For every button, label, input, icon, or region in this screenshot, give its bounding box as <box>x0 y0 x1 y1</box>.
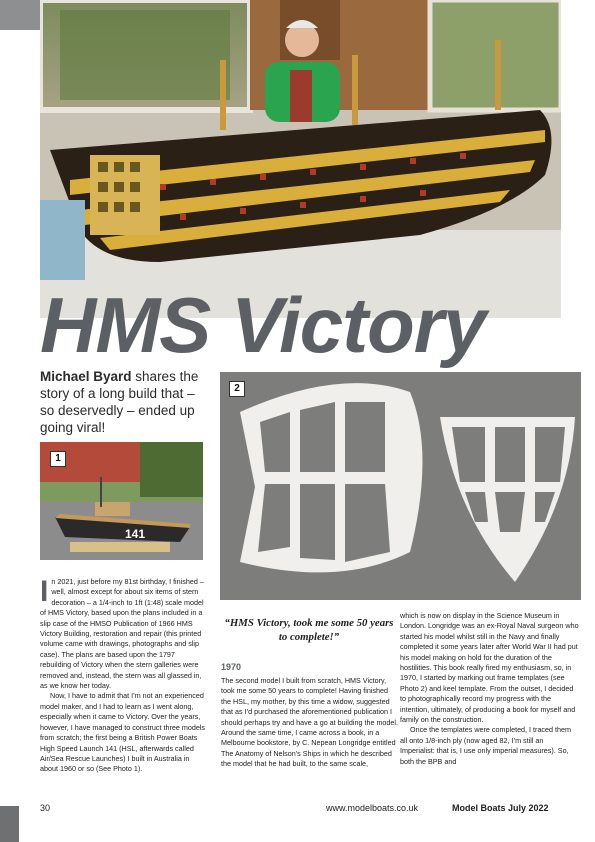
magazine-issue: Model Boats July 2022 <box>452 803 549 813</box>
paragraph: Once the templates were completed, I traced them all onto 1/8-inch ply (now aged 82, I’m still an Imperialist: that is, I use only imperial measures). So, both the BPB and <box>400 725 571 766</box>
article-title: HMS Victory <box>40 281 486 369</box>
website-link[interactable]: www.modelboats.co.uk <box>326 803 419 813</box>
photo-hsl-launch <box>40 442 203 560</box>
photo1-number-badge: 1 <box>50 451 66 467</box>
drop-cap: I <box>40 575 49 608</box>
svg-text:141: 141 <box>125 527 146 541</box>
photo2-number-badge: 2 <box>229 381 245 397</box>
paragraph: which is now on display in the Science Museum in London. Longridge was an ex-Royal Naval surgeon who started his model whilst still in the Navy and finally completed it some years later after World War II had put his model making on hold for the duration of the hostilities. This book really fired my enthusiasm, so, in 1970, I started by marking out frame templates (see Photo 2) and keel template. From the outset, I decided to photographically record my progress with the intention, ultimately, of producing a book for myself and family on the construction. <box>400 611 579 725</box>
hero-photo-ship-model <box>40 0 561 318</box>
paragraph: The second model I built from scratch, HMS Victory, took me some 50 years to complete! Having finished the HSL, my mother, by this time a widow, suggested that as I’d purchased the aforementioned publication I should perhaps try and have a go at building the model. Around the same time, I came across a book, in a Melbourne bookstore, by C. Nepean Longridge entitled The Anatomy of Nelson’s Ships in which he described the model that he had built, to the same scale, <box>221 676 399 769</box>
body-column-1 <box>40 577 206 775</box>
footer-bar <box>0 806 19 842</box>
standfirst <box>40 368 208 436</box>
standfirst-text: shares the story of a long build that – so deservedly – ended up going viral! <box>40 369 199 435</box>
body-column-3 <box>400 611 580 767</box>
subheading: 1970 <box>221 662 242 672</box>
author-name: Michael Byard <box>40 369 132 384</box>
body-column-2 <box>221 676 398 770</box>
paragraph <box>40 577 206 691</box>
pull-quote: “HMS Victory, took me some 50 years to complete!” <box>224 617 394 643</box>
photo-frame-templates <box>220 372 581 600</box>
photo2-illustration <box>220 372 581 600</box>
page-number: 30 <box>40 803 51 813</box>
paragraph: Now, I have to admit that I’m not an experienced model maker, and I had to learn as I went along, especially when it came to Victory. Over the years, however, I have managed to construct three models from scratch; the first being a British Power Boats High Speed Launch 141 (HSL, afterwards called Air/Sea Rescue Launches) I built in Australia in about 1960 or so (See Photo 1). <box>40 691 206 774</box>
paragraph-text: n 2021, just before my 81st birthday, I finished – well, almost except for about six items of stern decoration – a 1/4-inch to 1ft (1:48) scale model of HMS Victory, based upon the plans included in a slip case of the HMSO Publication of 1966 HMS Victory Building, restoration and repair (this printed volume came with drawings, photographs and slip case). The plans are based upon the 1797 rebuilding of Victory when the stern galleries were removed and, instead, the stern was all glassed in, as we know her today. <box>40 577 204 691</box>
hero-illustration <box>40 0 561 318</box>
